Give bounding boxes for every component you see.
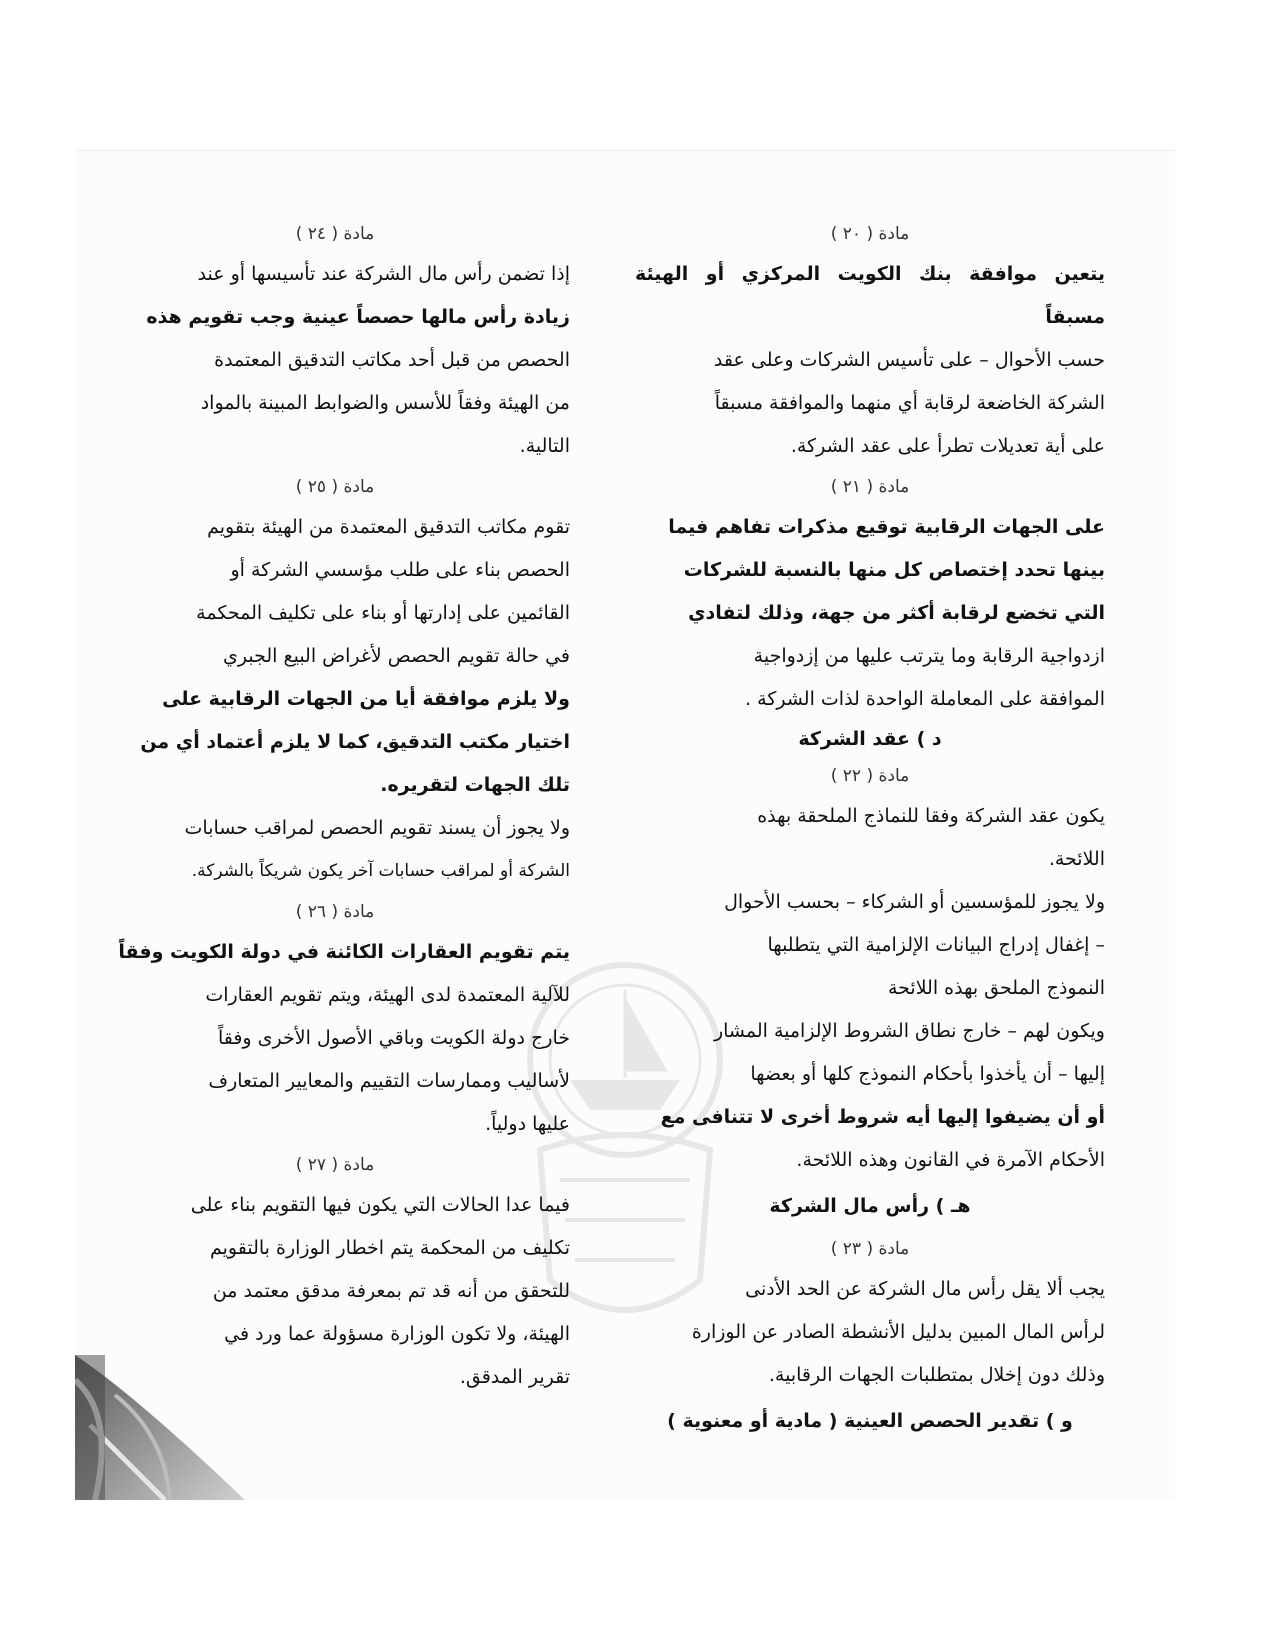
article-25-line: ولا يلزم موافقة أيا من الجهات الرقابية على xyxy=(162,688,570,710)
article-25-line: الشركة أو لمراقب حسابات آخر يكون شريكاً بالشركة. xyxy=(191,861,570,881)
article-27-heading: مادة ( ٢٧ ) xyxy=(295,1155,375,1175)
article-21-line: الموافقة على المعاملة الواحدة لذات الشركة . xyxy=(745,688,1105,710)
right-column xyxy=(635,215,1105,1445)
article-23-heading: مادة ( ٢٣ ) xyxy=(830,1239,910,1259)
article-26-line: للآلية المعتمدة لدى الهيئة، ويتم تقويم العقارات xyxy=(205,984,570,1006)
article-23-line: وذلك دون إخلال بمتطلبات الجهات الرقابية. xyxy=(768,1364,1105,1386)
article-24-line: إذا تضمن رأس مال الشركة عند تأسيسها أو عند xyxy=(197,263,570,285)
article-26-line: عليها دولياً. xyxy=(485,1113,570,1135)
article-22-line: يكون عقد الشركة وفقا للنماذج الملحقة بهذه xyxy=(757,805,1105,827)
article-25-line: الحصص بناء على طلب مؤسسي الشركة أو xyxy=(230,559,570,581)
article-21-line: بينها تحدد إختصاص كل منها بالنسبة للشركات xyxy=(683,559,1105,581)
article-26-line: يتم تقويم العقارات الكائنة في دولة الكويت وفقاً xyxy=(118,941,570,963)
article-25-line: في حالة تقويم الحصص لأغراض البيع الجبري xyxy=(223,645,570,667)
article-24-heading: مادة ( ٢٤ ) xyxy=(295,224,375,244)
article-23-line: لرأس المال المبين بدليل الأنشطة الصادر عن الوزارة xyxy=(691,1321,1105,1343)
article-21-line: التي تخضع لرقابة أكثر من جهة، وذلك لتفادي xyxy=(688,602,1105,624)
article-27-line: تقرير المدقق. xyxy=(459,1366,570,1388)
article-27-line: الهيئة، ولا تكون الوزارة مسؤولة عما ورد في xyxy=(224,1323,570,1345)
article-24-line: زيادة رأس مالها حصصاً عينية وجب تقويم هذه xyxy=(146,306,570,328)
article-25-line: اختيار مكتب التدقيق، كما لا يلزم أعتماد أي من xyxy=(140,731,570,753)
article-20-line: على أية تعديلات تطرأ على عقد الشركة. xyxy=(790,435,1105,457)
left-column xyxy=(100,215,570,1399)
article-24-line: من الهيئة وفقاً للأسس والضوابط المبينة بالمواد xyxy=(200,392,570,414)
article-25-line: تقوم مكاتب التدقيق المعتمدة من الهيئة بتقويم xyxy=(207,516,570,538)
article-26-line: لأساليب وممارسات التقييم والمعايير المتعارف xyxy=(208,1070,570,1092)
article-26-line: خارج دولة الكويت وباقي الأصول الأخرى وفقاً xyxy=(217,1027,570,1049)
article-27-line: فيما عدا الحالات التي يكون فيها التقويم بناء على xyxy=(190,1194,570,1216)
article-23-line: يجب ألا يقل رأس مال الشركة عن الحد الأدنى xyxy=(745,1278,1105,1300)
article-22-line: الأحكام الآمرة في القانون وهذه اللائحة. xyxy=(796,1149,1105,1171)
article-21-heading: مادة ( ٢١ ) xyxy=(830,477,910,497)
article-22-line: اللائحة. xyxy=(1048,848,1105,870)
section-w-title: و ) تقدير الحصص العينية ( مادية أو معنوية ) xyxy=(667,1410,1073,1432)
article-25-line: القائمين على إدارتها أو بناء على تكليف المحكمة xyxy=(196,602,570,624)
article-22-line: إليها – أن يأخذوا بأحكام النموذج كلها أو بعضها xyxy=(750,1063,1105,1085)
article-26-heading: مادة ( ٢٦ ) xyxy=(295,902,375,922)
article-25-line: ولا يجوز أن يسند تقويم الحصص لمراقب حسابات xyxy=(184,817,570,839)
article-24-line: الحصص من قبل أحد مكاتب التدقيق المعتمدة xyxy=(214,349,570,371)
article-22-line: النموذج الملحق بهذه اللائحة xyxy=(887,977,1105,999)
section-h-title: هـ ) رأس مال الشركة xyxy=(769,1195,971,1217)
article-25-line: تلك الجهات لتقريره. xyxy=(380,774,570,796)
article-22-line: ولا يجوز للمؤسسين أو الشركاء – بحسب الأحوال xyxy=(724,891,1105,913)
article-20-line: حسب الأحوال – على تأسيس الشركات وعلى عقد xyxy=(713,349,1105,371)
article-27-line: للتحقق من أنه قد تم بمعرفة مدقق معتمد من xyxy=(212,1280,570,1302)
article-20-line: يتعين موافقة بنك الكويت المركزي أو الهيئة مسبقاً xyxy=(635,263,1105,328)
article-20-heading: مادة ( ٢٠ ) xyxy=(830,224,910,244)
article-22-line: أو أن يضيفوا إليها أيه شروط أخرى لا تتنافى مع xyxy=(660,1106,1105,1128)
article-27-line: تكليف من المحكمة يتم اخطار الوزارة بالتقويم xyxy=(210,1237,570,1259)
article-21-line: على الجهات الرقابية توقيع مذكرات تفاهم فيما xyxy=(668,516,1105,538)
article-22-line: ويكون لهم – خارج نطاق الشروط الإلزامية المشار xyxy=(713,1020,1105,1042)
article-20-line: الشركة الخاضعة لرقابة أي منهما والموافقة مسبقاً xyxy=(714,392,1105,414)
article-21-line: ازدواجية الرقابة وما يترتب عليها من إزدواجية xyxy=(753,645,1105,667)
section-d-title: د ) عقد الشركة xyxy=(798,728,942,750)
article-25-heading: مادة ( ٢٥ ) xyxy=(295,477,375,497)
article-24-line: التالية. xyxy=(519,435,570,457)
article-22-heading: مادة ( ٢٢ ) xyxy=(830,766,910,786)
article-22-line: – إغفال إدراج البيانات الإلزامية التي يتطلبها xyxy=(767,934,1105,956)
